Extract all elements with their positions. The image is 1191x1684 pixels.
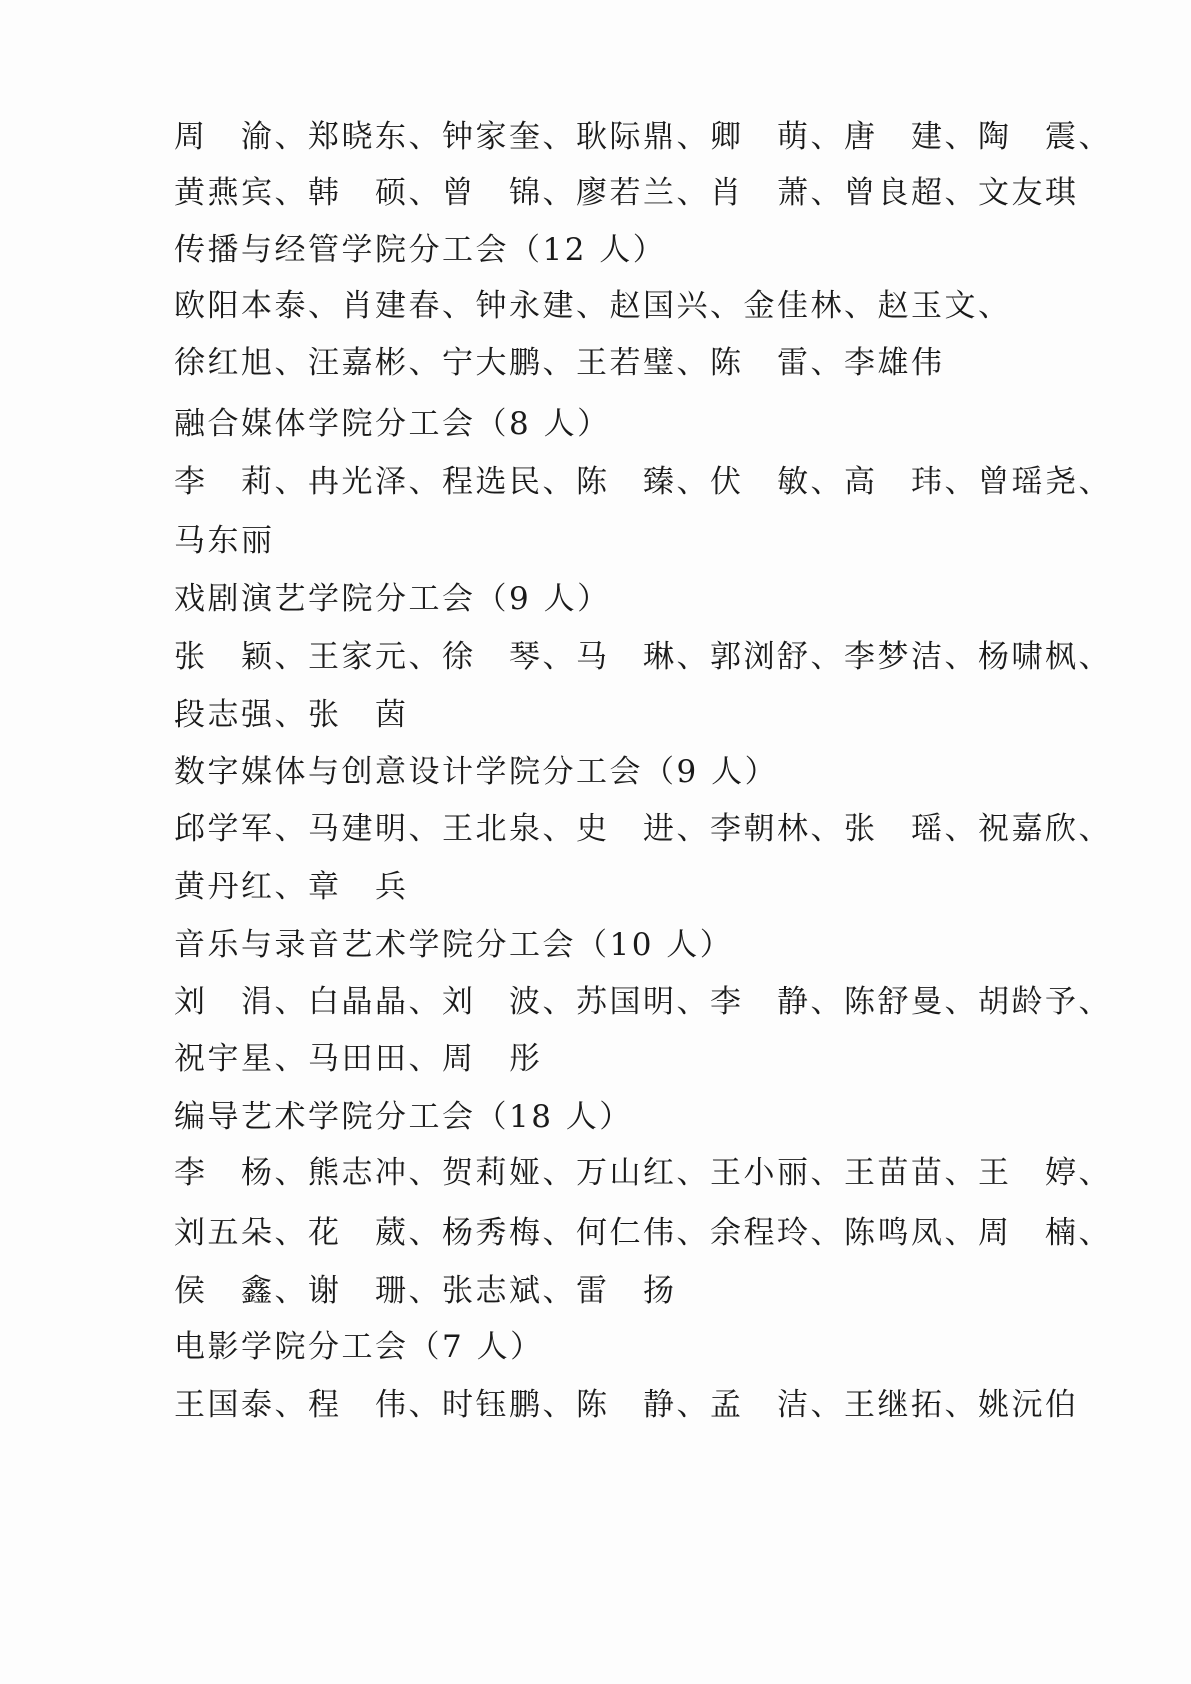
section-heading-digital-media-design: 数字媒体与创意设计学院分工会（9 人） <box>174 754 779 790</box>
section-heading-drama-performance: 戏剧演艺学院分工会（9 人） <box>174 581 611 617</box>
section-heading-film: 电影学院分工会（7 人） <box>174 1329 544 1365</box>
member-list-line: 欧阳本泰、肖建春、钟永建、赵国兴、金佳林、赵玉文、 <box>174 288 1012 324</box>
member-list-line: 王国泰、程 伟、时钰鹏、陈 静、孟 洁、王继拓、姚沅伯 <box>174 1387 1079 1423</box>
member-list-line: 张 颖、王家元、徐 琴、马 琳、郭浏舒、李梦洁、杨啸枫、 <box>174 639 1112 675</box>
member-list-line: 刘 涓、白晶晶、刘 波、苏国明、李 静、陈舒曼、胡龄予、 <box>174 984 1112 1020</box>
section-heading-music-recording: 音乐与录音艺术学院分工会（10 人） <box>174 927 734 963</box>
member-list-line: 黄燕宾、韩 硕、曾 锦、廖若兰、肖 萧、曾良超、文友琪 <box>174 175 1079 211</box>
section-heading-media-convergence: 融合媒体学院分工会（8 人） <box>174 406 611 442</box>
member-list-line: 祝宇星、马田田、周 彤 <box>174 1041 543 1077</box>
section-heading-communication-management: 传播与经管学院分工会（12 人） <box>174 232 667 268</box>
member-list-line: 黄丹红、章 兵 <box>174 869 409 905</box>
member-list-line: 邱学军、马建明、王北泉、史 进、李朝林、张 瑶、祝嘉欣、 <box>174 811 1112 847</box>
section-heading-directing-arts: 编导艺术学院分工会（18 人） <box>174 1099 633 1135</box>
member-list-line: 刘五朵、花 葳、杨秀梅、何仁伟、余程玲、陈鸣凤、周 楠、 <box>174 1215 1112 1251</box>
member-list-line: 马东丽 <box>174 523 275 559</box>
member-list-line: 徐红旭、汪嘉彬、宁大鹏、王若璧、陈 雷、李雄伟 <box>174 345 945 381</box>
member-list-line: 李 杨、熊志冲、贺莉娅、万山红、王小丽、王苗苗、王 婷、 <box>174 1155 1112 1191</box>
member-list-line: 侯 鑫、谢 珊、张志斌、雷 扬 <box>174 1273 677 1309</box>
member-list-line: 段志强、张 茵 <box>174 697 409 733</box>
member-list-line: 李 莉、冉光泽、程选民、陈 臻、伏 敏、高 玮、曾瑶尧、 <box>174 464 1112 500</box>
member-list-line: 周 渝、郑晓东、钟家奎、耿际鼎、卿 萌、唐 建、陶 震、 <box>174 119 1112 155</box>
